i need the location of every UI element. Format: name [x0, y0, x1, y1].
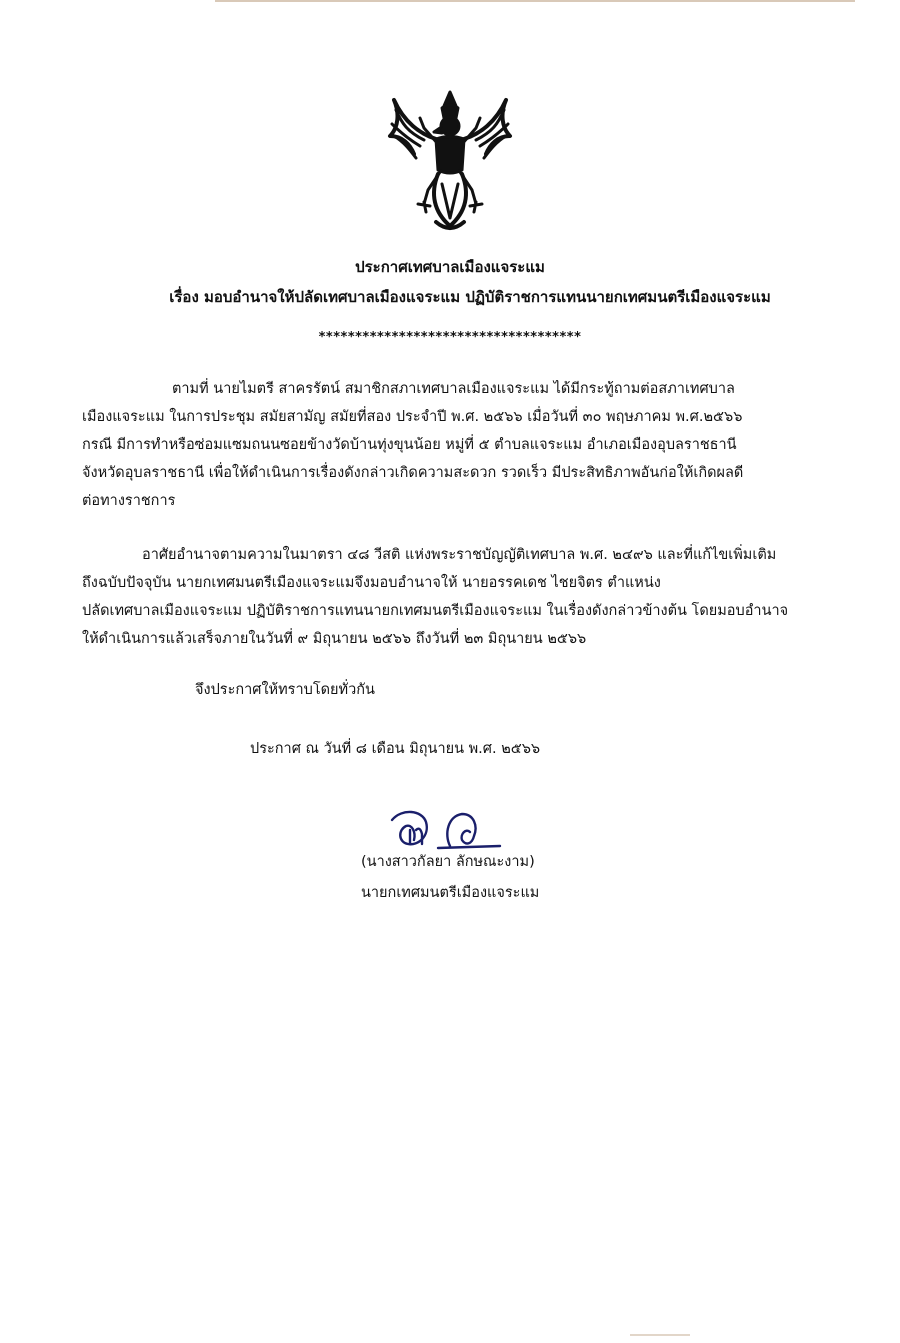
garuda-emblem-icon — [380, 84, 520, 234]
paragraph-2-line: ปลัดเทศบาลเมืองแจระแม ปฏิบัติราชการแทนนายกเทศมนตรีเมืองแจระแม ในเรื่องดังกล่าวข้างต้น โดยมอบอำนาจ — [82, 603, 789, 619]
paragraph-1 — [82, 375, 818, 515]
paragraph-2-line: อาศัยอำนาจตามความในมาตรา ๔๘ วีสติ แห่งพระราชบัญญัติเทศบาล พ.ศ. ๒๔๙๖ และที่แก้ไขเพิ่มเติม — [142, 547, 777, 563]
paragraph-1-line: ตามที่ นายไมตรี สาครรัตน์ สมาชิกสภาเทศบาลเมืองแจระแม ได้มีกระทู้ถามต่อสภาเทศบาล — [172, 381, 735, 397]
paragraph-1-line: ต่อทางราชการ — [82, 493, 176, 509]
signer-name: (นางสาวกัลยา ลักษณะงาม) — [361, 854, 535, 870]
closing-statement: จึงประกาศให้ทราบโดยทั่วกัน — [195, 682, 375, 698]
paragraph-1-line: เมืองแจระแม ในการประชุม สมัยสามัญ สมัยที่สอง ประจำปี พ.ศ. ๒๕๖๖ เมื่อวันที่ ๓๐ พฤษภาคม พ.ศ.๒๕๖๖ — [82, 409, 743, 425]
document-title: ประกาศเทศบาลเมืองแจระแม — [355, 258, 545, 276]
document-subject: เรื่อง มอบอำนาจให้ปลัดเทศบาลเมืองแจระแม ปฏิบัติราชการแทนนายกเทศมนตรีเมืองแจระแม — [169, 288, 771, 306]
announcement-date: ประกาศ ณ วันที่ ๘ เดือน มิถุนายน พ.ศ. ๒๕๖๖ — [250, 741, 541, 757]
paragraph-2 — [82, 541, 818, 653]
scan-edge-bottom — [630, 1334, 690, 1336]
paragraph-2-line: ให้ดำเนินการแล้วเสร็จภายในวันที่ ๙ มิถุนายน ๒๕๖๖ ถึงวันที่ ๒๓ มิถุนายน ๒๕๖๖ — [82, 631, 587, 647]
separator-stars: ************************************ — [318, 330, 582, 345]
handwritten-signature-icon — [388, 806, 508, 854]
paragraph-1-line: กรณี มีการทำหรือซ่อมแซมถนนซอยข้างวัดบ้านทุ่งขุนน้อย หมู่ที่ ๕ ตำบลแจระแม อำเภอเมืองอุบลราชธานี — [82, 437, 737, 453]
signer-title: นายกเทศมนตรีเมืองแจระแม — [361, 885, 540, 901]
paragraph-2-line: ถึงฉบับปัจจุบัน นายกเทศมนตรีเมืองแจระแมจึงมอบอำนาจให้ นายอรรคเดช ไชยจิตร ตำแหน่ง — [82, 575, 661, 591]
paragraph-1-line: จังหวัดอุบลราชธานี เพื่อให้ดำเนินการเรื่องดังกล่าวเกิดความสะดวก รวดเร็ว มีประสิทธิภาพอันก่อให้เกิดผลดี — [82, 465, 744, 481]
scan-edge-top — [215, 0, 855, 2]
